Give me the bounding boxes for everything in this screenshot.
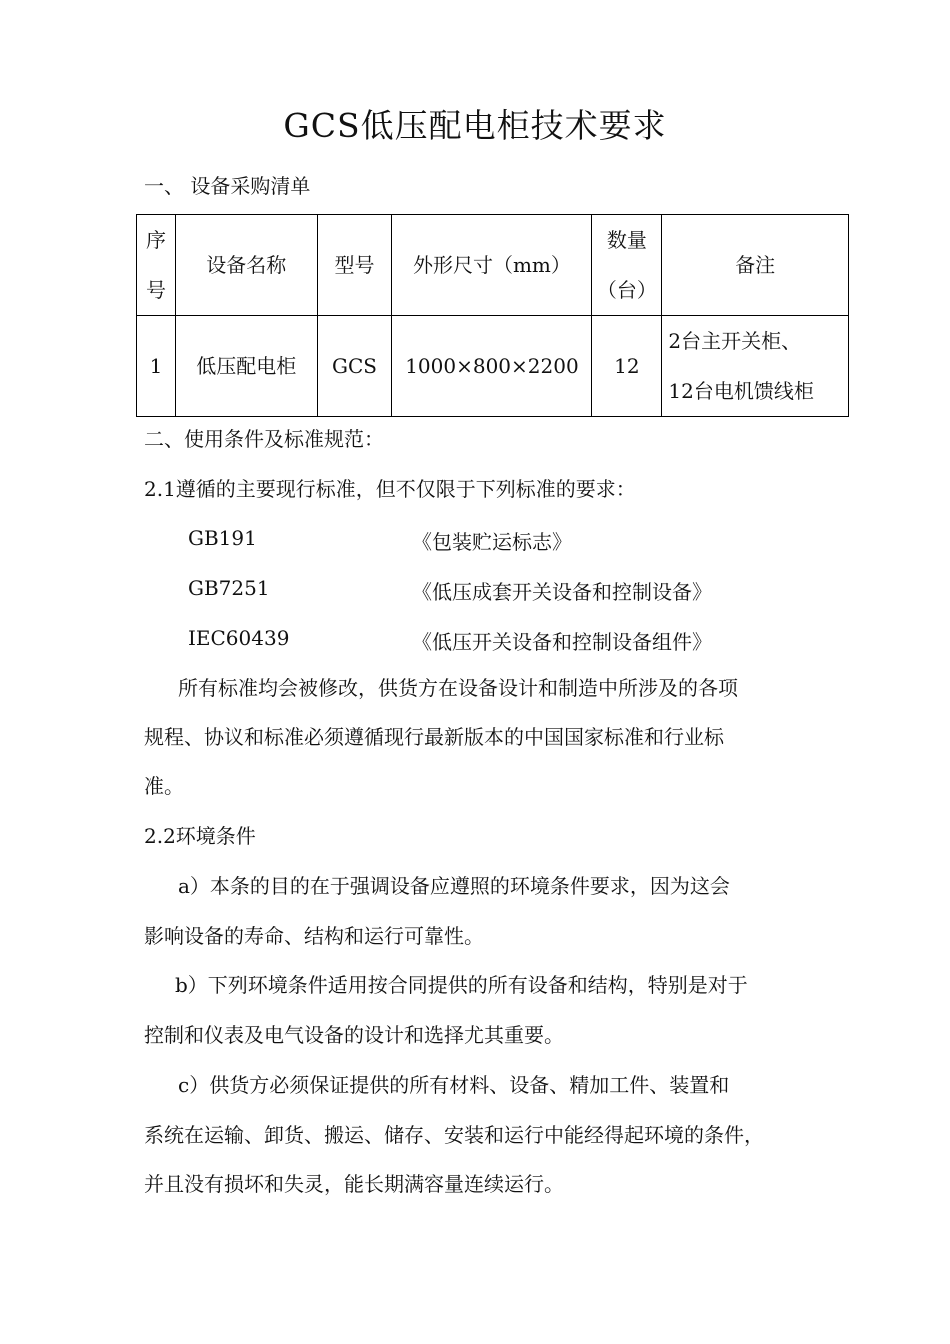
cell-qty: 12 bbox=[592, 316, 662, 417]
header-model: 型号 bbox=[317, 215, 392, 316]
header-remark: 备注 bbox=[662, 215, 849, 316]
cell-remark: 2台主开关柜、 12台电机馈线柜 bbox=[662, 316, 849, 417]
standard-name: 《低压成套开关设备和控制设备》 bbox=[412, 580, 712, 604]
header-name: 设备名称 bbox=[175, 215, 317, 316]
table-header-row bbox=[137, 215, 849, 316]
standard-name: 《包装贮运标志》 bbox=[412, 530, 572, 554]
paragraph-c: c）供货方必须保证提供的所有材料、设备、精加工件、装置和 bbox=[178, 1073, 730, 1097]
section-1-heading: 一、 设备采购清单 bbox=[144, 174, 311, 198]
section-2-heading: 二、使用条件及标准规范： bbox=[144, 427, 384, 451]
paragraph-a: a）本条的目的在于强调设备应遵照的环境条件要求，因为这会 bbox=[178, 874, 730, 898]
paragraph-b: b）下列环境条件适用按合同提供的所有设备和结构，特别是对于 bbox=[175, 973, 748, 997]
cell-size: 1000×800×2200 bbox=[392, 316, 592, 417]
table-row bbox=[137, 316, 849, 417]
paragraph-b: 控制和仪表及电气设备的设计和选择尤其重要。 bbox=[144, 1023, 564, 1047]
paragraph-c: 系统在运输、卸货、搬运、储存、安装和运行中能经得起环境的条件， bbox=[144, 1123, 764, 1147]
header-size: 外形尺寸（mm） bbox=[392, 215, 592, 316]
header-qty: 数量 （台） bbox=[592, 215, 662, 316]
subsection-2-1: 2.1遵循的主要现行标准，但不仅限于下列标准的要求： bbox=[144, 477, 636, 501]
standard-name: 《低压开关设备和控制设备组件》 bbox=[412, 630, 712, 654]
standard-code: GB7251 bbox=[188, 576, 270, 600]
paragraph-standards: 规程、协议和标准必须遵循现行最新版本的中国国家标准和行业标 bbox=[144, 725, 724, 749]
paragraph-standards: 所有标准均会被修改，供货方在设备设计和制造中所涉及的各项 bbox=[178, 676, 738, 700]
equipment-table bbox=[136, 214, 849, 417]
cell-model: GCS bbox=[317, 316, 392, 417]
subsection-2-2: 2.2环境条件 bbox=[144, 824, 256, 848]
document-title: GCS低压配电柜技术要求 bbox=[283, 106, 667, 145]
cell-name: 低压配电柜 bbox=[175, 316, 317, 417]
paragraph-standards: 准。 bbox=[144, 774, 184, 798]
paragraph-c: 并且没有损坏和失灵，能长期满容量连续运行。 bbox=[144, 1172, 564, 1196]
standard-code: GB191 bbox=[188, 526, 257, 550]
header-seq: 序 号 bbox=[137, 215, 176, 316]
standard-code: IEC60439 bbox=[188, 626, 290, 650]
paragraph-a: 影响设备的寿命、结构和运行可靠性。 bbox=[144, 924, 484, 948]
cell-seq: 1 bbox=[137, 316, 176, 417]
